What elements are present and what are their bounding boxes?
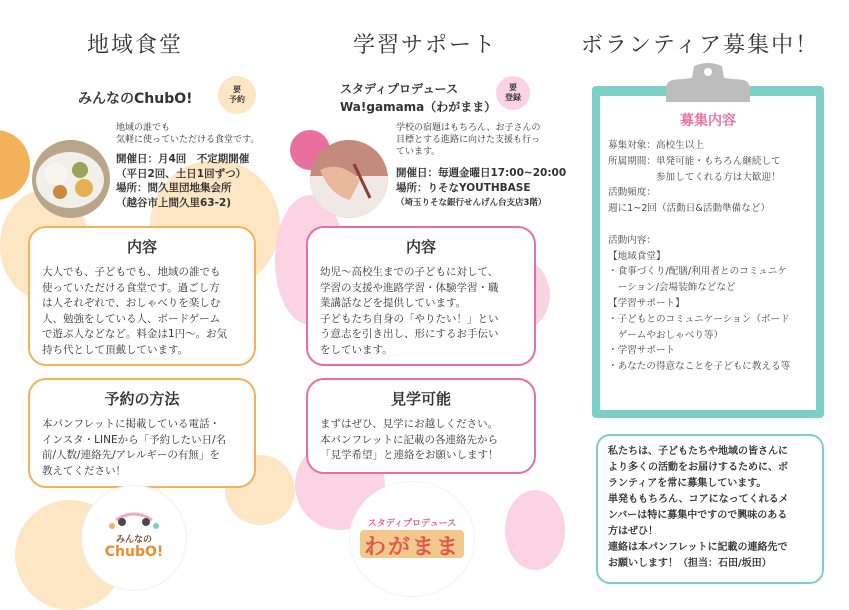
cafeteria-schedule-1: 開催日：月4回 不定期開催 xyxy=(116,153,250,165)
cafeteria-details xyxy=(116,152,249,210)
decor-blob xyxy=(505,490,565,570)
visit-card xyxy=(306,378,536,474)
wagamama-logo-line2-text: わがまま xyxy=(363,535,460,560)
study-place-sub: （埼玉りそな銀行せんげん台支店3階） xyxy=(396,198,547,208)
recruit-line: ーション/会場装飾などなど xyxy=(608,282,736,294)
decor-blob xyxy=(0,130,30,200)
recruit-line: 参加してくれる方は大歓迎！ xyxy=(608,171,781,183)
cafeteria-photo xyxy=(32,140,110,218)
study-tagline: 学校の宿題はもちろん、お子さんの 目標とする進路に向けた支援も行っ ています。 xyxy=(396,123,541,157)
volunteer-heading: ボランティア募集中！ xyxy=(580,33,820,58)
cafeteria-place-1: 場所：間久里団地集会所 xyxy=(116,182,232,194)
recruit-line: 募集対象：高校生以上 xyxy=(608,140,704,151)
reservation-badge: 要 予約 xyxy=(218,76,256,114)
recruit-line: 週に1~2回（活動日&活動準備など） xyxy=(608,203,771,215)
wagamama-logo-line1: スタディプロデュース xyxy=(367,519,457,529)
study-name-line1: スタディプロデュース xyxy=(340,82,459,96)
recruit-line: ・学習サポート xyxy=(608,345,676,357)
study-photo xyxy=(310,140,388,218)
study-name-line2: Wa!gamama（わがまま） xyxy=(340,100,497,114)
study-details xyxy=(396,166,566,211)
study-schedule: 開催日：毎週金曜日17:00~20:00 xyxy=(396,167,567,179)
recruit-details xyxy=(608,138,814,375)
volunteer-message-card xyxy=(596,434,824,584)
study-heading: 学習サポート xyxy=(352,33,497,58)
volunteer-message: 私たちは、子どもたちや地域の皆さんに より多くの活動をお届けするために、ボ ランティアを常に募集しています。 単発ももちろん、コアになってくれるメ ンバーは特に募集中ですので興味のある 方はぜひ！ 連絡は本パンフレットに記載の連絡先で お願いします！（担当：石田/坂田） xyxy=(608,446,789,569)
cafeteria-schedule-2: （平日2回、土日1回ずつ） xyxy=(116,167,247,180)
cafeteria-place-2: （越谷市上間久里63-2) xyxy=(116,196,232,209)
chubo-logo xyxy=(82,486,186,590)
cafeteria-content-card xyxy=(28,226,256,366)
study-content-title: 内容 xyxy=(405,238,436,256)
recruit-board-title: 募集内容 xyxy=(680,113,736,129)
visit-body: まずはぜひ、見学にお越しください。 本パンフレットに記載の各連絡先から 「見学希望」と連絡をお願いします！ xyxy=(320,418,499,461)
study-content-card xyxy=(306,226,536,366)
recruit-line: 活動内容： xyxy=(608,234,656,246)
recruit-line xyxy=(608,217,814,233)
recruit-line: 活動頻度： xyxy=(608,187,656,199)
registration-badge: 要 登録 xyxy=(496,76,530,110)
cafeteria-heading: 地域食堂 xyxy=(86,33,183,58)
recruit-line: ゲームやおしゃべり等） xyxy=(608,329,724,341)
wagamama-logo xyxy=(350,482,474,596)
recruit-line: 【地域食堂】 xyxy=(608,250,666,262)
recruit-line: ・食事づくり/配膳/利用者とのコミュニケ xyxy=(608,266,787,278)
visit-title: 見学可能 xyxy=(390,390,451,408)
recruit-line: ・あなたの得意なことを子どもに教える等 xyxy=(608,361,791,373)
recruit-line: 所属期間：単発可能・もちろん継続して xyxy=(608,155,781,167)
study-content-body: 幼児～高校生までの子どもに対して、 学習の支援や進路学習・体験学習・職 業講話などを提供しています。 子どもたち自身の「やりたい！」とい う意志を引き出し、形にするお手伝い をしています。 xyxy=(320,266,499,356)
chubo-logo-line2: ChubO! xyxy=(104,544,164,560)
reservation-body: 本パンフレットに掲載している電話・ インスタ・LINEから「予約したい日/名 前/人数/連絡先/アレルギーの有無」を 教えてください！ xyxy=(42,418,227,477)
recruit-line: ・子どもとのコミュニケーション（ボード xyxy=(608,313,790,325)
reservation-card xyxy=(28,378,256,488)
reservation-title: 予約の方法 xyxy=(104,390,180,408)
study-place: 場所：りそなYOUTHBASE xyxy=(396,182,531,194)
cafeteria-tagline: 地域の誰でも 気軽に使っていただける食堂です。 xyxy=(116,123,260,145)
clipboard-clip xyxy=(664,62,752,104)
cafeteria-content-title: 内容 xyxy=(126,238,157,256)
recruit-line: 【学習サポート】 xyxy=(608,297,685,309)
chubo-logo-line1: みんなの xyxy=(115,535,152,545)
cafeteria-name: みんなのChubO! xyxy=(78,91,193,107)
cafeteria-content-body: 大人でも、子どもでも、地域の誰でも 使っていただける食堂です。過ごし方 は人それぞれで、おしゃべりを楽しむ 人、勉強をしている人、ボードゲーム で遊ぶ人などなど。料金は1円～。お気 持ち代として頂戴しています。 xyxy=(42,266,228,356)
